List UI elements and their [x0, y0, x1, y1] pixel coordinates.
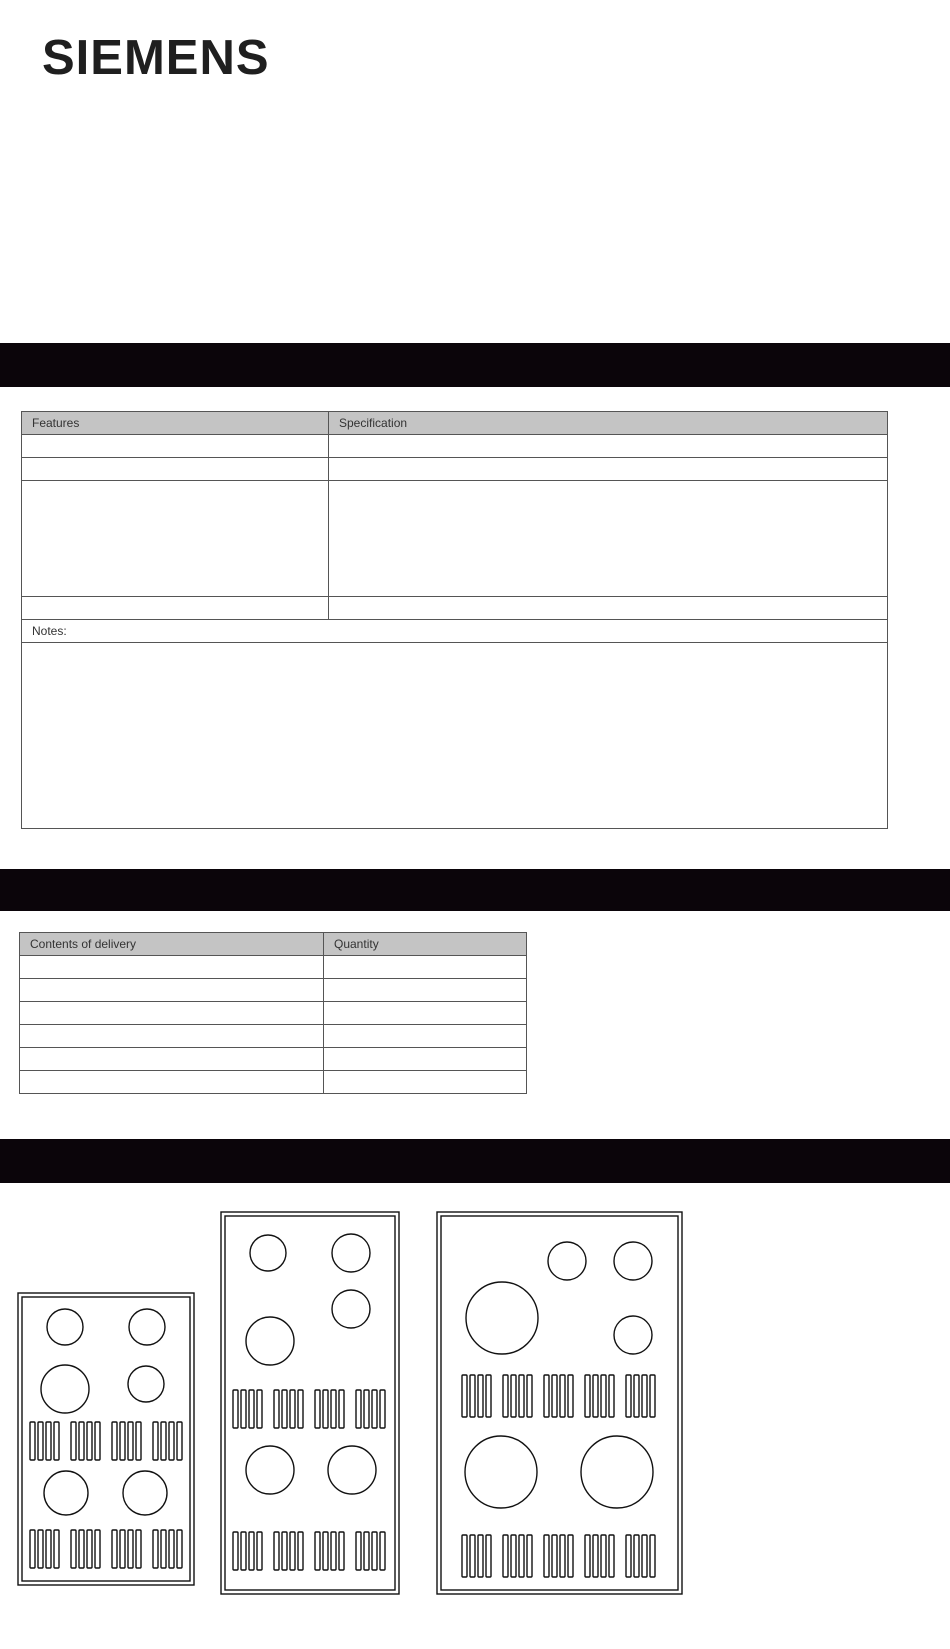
cable-hole	[548, 1242, 586, 1280]
table-row	[20, 1071, 527, 1094]
vent-slot	[650, 1535, 655, 1577]
vent-slot	[634, 1375, 639, 1417]
vent-slot	[364, 1390, 369, 1428]
vent-slot	[30, 1422, 35, 1460]
table-cell	[22, 481, 329, 597]
vent-slot	[568, 1535, 573, 1577]
vent-slot	[519, 1535, 524, 1577]
cable-hole	[465, 1436, 537, 1508]
vent-slot	[298, 1532, 303, 1570]
column-header-specification: Specification	[329, 412, 888, 435]
vent-slot	[478, 1535, 483, 1577]
vent-slot	[372, 1532, 377, 1570]
vent-slot	[560, 1375, 565, 1417]
vent-slot	[339, 1390, 344, 1428]
vent-slot	[282, 1390, 287, 1428]
vent-slot	[153, 1530, 158, 1568]
vent-slot	[30, 1530, 35, 1568]
vent-slot	[486, 1535, 491, 1577]
vent-slot	[87, 1530, 92, 1568]
vent-slot	[527, 1535, 532, 1577]
table-row	[20, 1048, 527, 1071]
panel-drawing-medium	[221, 1212, 399, 1594]
table-cell	[329, 597, 888, 620]
vent-slot	[462, 1375, 467, 1417]
panel-drawing-large	[437, 1212, 682, 1594]
table-row	[20, 979, 527, 1002]
table-cell	[22, 458, 329, 481]
vent-slot	[626, 1535, 631, 1577]
vent-slot	[503, 1375, 508, 1417]
vent-slot	[315, 1390, 320, 1428]
vent-slot	[642, 1535, 647, 1577]
features-table	[21, 411, 888, 829]
vent-slot	[128, 1422, 133, 1460]
cable-hole	[246, 1446, 294, 1494]
vent-slot	[177, 1422, 182, 1460]
vent-slot	[112, 1422, 117, 1460]
vent-slot	[568, 1375, 573, 1417]
section-header-bar	[0, 1139, 950, 1183]
table-cell	[324, 956, 527, 979]
vent-slot	[79, 1422, 84, 1460]
vent-slot	[282, 1532, 287, 1570]
vent-slot	[486, 1375, 491, 1417]
table-cell	[22, 435, 329, 458]
cable-hole	[246, 1317, 294, 1365]
table-cell	[329, 481, 888, 597]
cable-hole	[129, 1309, 165, 1345]
vent-slot	[233, 1532, 238, 1570]
vent-slot	[249, 1390, 254, 1428]
vent-slot	[177, 1530, 182, 1568]
vent-slot	[601, 1535, 606, 1577]
table-row	[20, 956, 527, 979]
vent-slot	[38, 1530, 43, 1568]
vent-slot	[470, 1375, 475, 1417]
table-cell	[20, 1071, 324, 1094]
vent-slot	[161, 1530, 166, 1568]
cable-hole	[332, 1290, 370, 1328]
vent-slot	[478, 1375, 483, 1417]
table-row	[22, 481, 888, 597]
vent-slot	[552, 1535, 557, 1577]
vent-slot	[380, 1532, 385, 1570]
vent-slot	[519, 1375, 524, 1417]
siemens-logo: SIEMENS	[42, 31, 270, 85]
vent-slot	[112, 1530, 117, 1568]
vent-slot	[79, 1530, 84, 1568]
vent-slot	[372, 1390, 377, 1428]
table-row	[20, 1025, 527, 1048]
vent-slot	[323, 1390, 328, 1428]
vent-slot	[323, 1532, 328, 1570]
vent-slot	[71, 1422, 76, 1460]
vent-slot	[46, 1530, 51, 1568]
panel-inner-outline	[22, 1297, 190, 1581]
vent-slot	[87, 1422, 92, 1460]
vent-slot	[95, 1422, 100, 1460]
notes-content	[22, 643, 888, 829]
vent-slot	[552, 1375, 557, 1417]
vent-slot	[544, 1375, 549, 1417]
vent-slot	[593, 1375, 598, 1417]
table-cell	[324, 1048, 527, 1071]
vent-slot	[257, 1532, 262, 1570]
table-row	[22, 458, 888, 481]
table-cell	[20, 1048, 324, 1071]
vent-slot	[315, 1532, 320, 1570]
vent-slot	[241, 1532, 246, 1570]
vent-slot	[274, 1532, 279, 1570]
table-row	[22, 597, 888, 620]
vent-slot	[585, 1375, 590, 1417]
vent-slot	[54, 1422, 59, 1460]
vent-slot	[511, 1535, 516, 1577]
cable-hole	[250, 1235, 286, 1271]
vent-slot	[71, 1530, 76, 1568]
table-cell	[20, 1025, 324, 1048]
cable-hole	[128, 1366, 164, 1402]
vent-slot	[136, 1530, 141, 1568]
table-row	[22, 435, 888, 458]
table-row	[20, 1002, 527, 1025]
table-cell	[324, 1025, 527, 1048]
vent-slot	[274, 1390, 279, 1428]
table-cell	[324, 1071, 527, 1094]
vent-slot	[503, 1535, 508, 1577]
vent-slot	[290, 1390, 295, 1428]
table-cell	[20, 956, 324, 979]
cable-hole	[44, 1471, 88, 1515]
vent-slot	[290, 1532, 295, 1570]
delivery-table	[19, 932, 527, 1094]
table-cell	[324, 1002, 527, 1025]
vent-slot	[169, 1530, 174, 1568]
vent-slot	[560, 1535, 565, 1577]
vent-slot	[609, 1535, 614, 1577]
cable-hole	[466, 1282, 538, 1354]
vent-slot	[462, 1535, 467, 1577]
section-header-bar	[0, 869, 950, 911]
cable-hole	[614, 1316, 652, 1354]
vent-slot	[46, 1422, 51, 1460]
vent-slot	[339, 1532, 344, 1570]
cover-plate-drawings	[0, 1205, 950, 1605]
cable-hole	[123, 1471, 167, 1515]
vent-slot	[249, 1532, 254, 1570]
vent-slot	[38, 1422, 43, 1460]
column-header-quantity: Quantity	[324, 933, 527, 956]
vent-slot	[601, 1375, 606, 1417]
vent-slot	[241, 1390, 246, 1428]
vent-slot	[120, 1530, 125, 1568]
vent-slot	[650, 1375, 655, 1417]
vent-slot	[331, 1532, 336, 1570]
section-header-bar	[0, 343, 950, 387]
vent-slot	[153, 1422, 158, 1460]
vent-slot	[95, 1530, 100, 1568]
notes-row	[22, 620, 888, 643]
column-header-contents: Contents of delivery	[20, 933, 324, 956]
vent-slot	[626, 1375, 631, 1417]
vent-slot	[298, 1390, 303, 1428]
vent-slot	[544, 1535, 549, 1577]
notes-label: Notes:	[22, 620, 888, 643]
vent-slot	[233, 1390, 238, 1428]
cable-hole	[332, 1234, 370, 1272]
cable-hole	[41, 1365, 89, 1413]
notes-body-row	[22, 643, 888, 829]
vent-slot	[128, 1530, 133, 1568]
vent-slot	[331, 1390, 336, 1428]
column-header-features: Features	[22, 412, 329, 435]
vent-slot	[609, 1375, 614, 1417]
table-cell	[22, 597, 329, 620]
table-cell	[329, 435, 888, 458]
vent-slot	[585, 1535, 590, 1577]
vent-slot	[364, 1532, 369, 1570]
table-cell	[329, 458, 888, 481]
vent-slot	[54, 1530, 59, 1568]
cable-hole	[614, 1242, 652, 1280]
panel-drawing-small	[18, 1293, 194, 1585]
cable-hole	[581, 1436, 653, 1508]
vent-slot	[257, 1390, 262, 1428]
table-cell	[324, 979, 527, 1002]
vent-slot	[642, 1375, 647, 1417]
vent-slot	[380, 1390, 385, 1428]
vent-slot	[356, 1390, 361, 1428]
table-cell	[20, 1002, 324, 1025]
vent-slot	[169, 1422, 174, 1460]
vent-slot	[136, 1422, 141, 1460]
panel-outline	[18, 1293, 194, 1585]
table-cell	[20, 979, 324, 1002]
vent-slot	[593, 1535, 598, 1577]
vent-slot	[120, 1422, 125, 1460]
cable-hole	[47, 1309, 83, 1345]
vent-slot	[634, 1535, 639, 1577]
vent-slot	[511, 1375, 516, 1417]
vent-slot	[527, 1375, 532, 1417]
vent-slot	[161, 1422, 166, 1460]
vent-slot	[470, 1535, 475, 1577]
cable-hole	[328, 1446, 376, 1494]
vent-slot	[356, 1532, 361, 1570]
